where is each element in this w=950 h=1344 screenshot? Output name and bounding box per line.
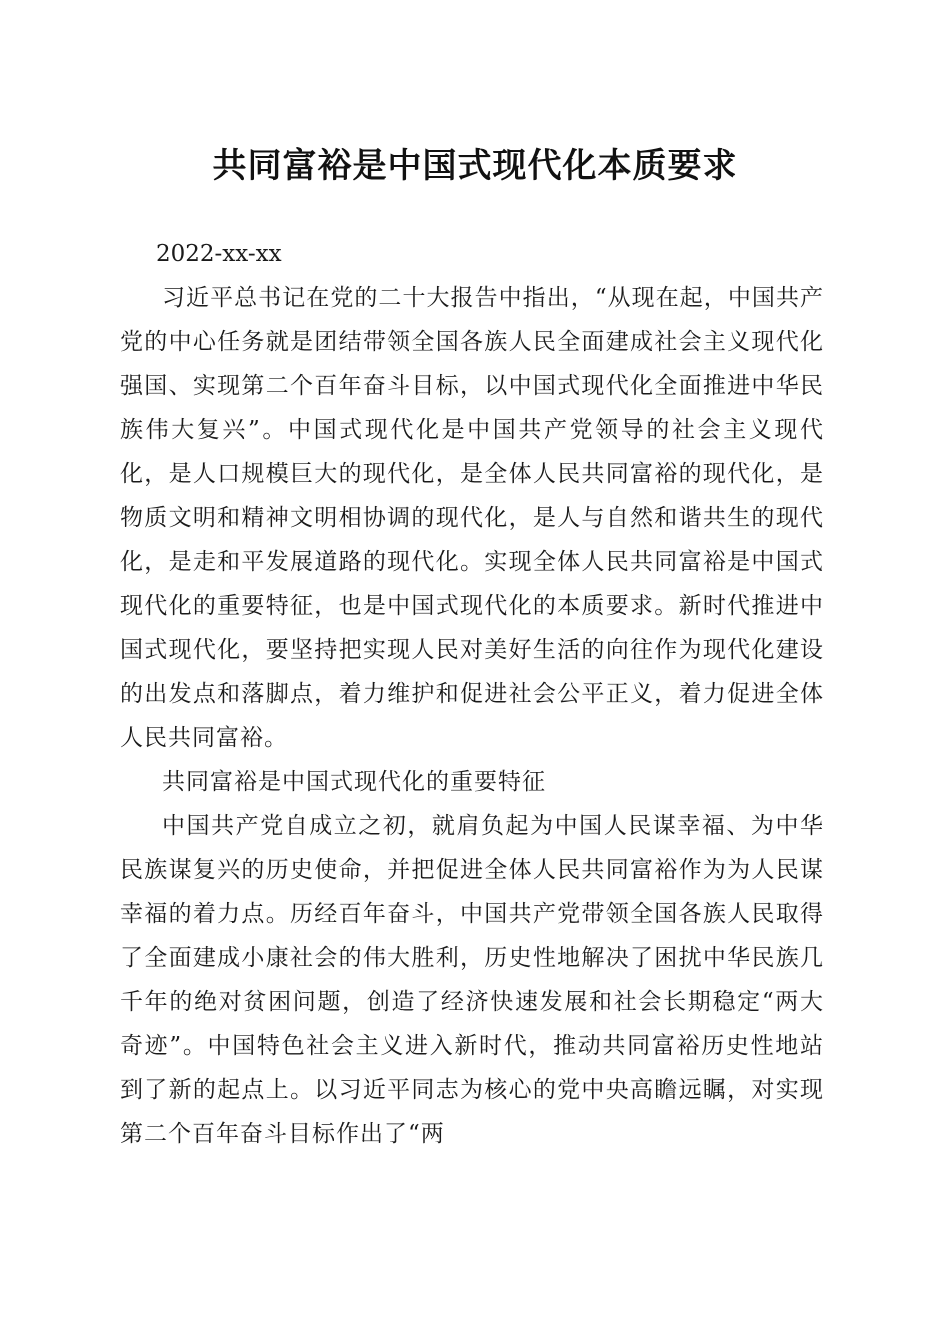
paragraph-history: 中国共产党自成立之初，就肩负起为中国人民谋幸福、为中华民族谋复兴的历史使命，并把促进全体人民共同富裕作为为人民谋幸福的着力点。历经百年奋斗，中国共产党带领全国各族人民取得了全面建成小康社会的伟大胜利，历史性地解决了困扰中华民族几千年的绝对贫困问题，创造了经济快速发展和社会长期稳定“两大奇迹”。中国特色社会主义进入新时代，推动共同富裕历史性地站到了新的起点上。以习近平同志为核心的党中央高瞻远瞩，对实现第二个百年奋斗目标作出了“两 [120, 813, 824, 1147]
document-body [120, 232, 824, 1156]
document-date: 2022-xx-xx [156, 241, 282, 267]
section-heading: 共同富裕是中国式现代化的重要特征 [162, 769, 546, 795]
paragraph-intro: 习近平总书记在党的二十大报告中指出，“从现在起，中国共产党的中心任务就是团结带领全国各族人民全面建成社会主义现代化强国、实现第二个百年奋斗目标，以中国式现代化全面推进中华民族伟大复兴”。中国式现代化是中国共产党领导的社会主义现代化，是人口规模巨大的现代化，是全体人民共同富裕的现代化，是物质文明和精神文明相协调的现代化，是人与自然和谐共生的现代化，是走和平发展道路的现代化。实现全体人民共同富裕是中国式现代化的重要特征，也是中国式现代化的本质要求。新时代推进中国式现代化，要坚持把实现人民对美好生活的向往作为现代化建设的出发点和落脚点，着力维护和促进社会公平正义，着力促进全体人民共同富裕。 [120, 285, 824, 751]
document-title: 共同富裕是中国式现代化本质要求 [212, 146, 738, 186]
